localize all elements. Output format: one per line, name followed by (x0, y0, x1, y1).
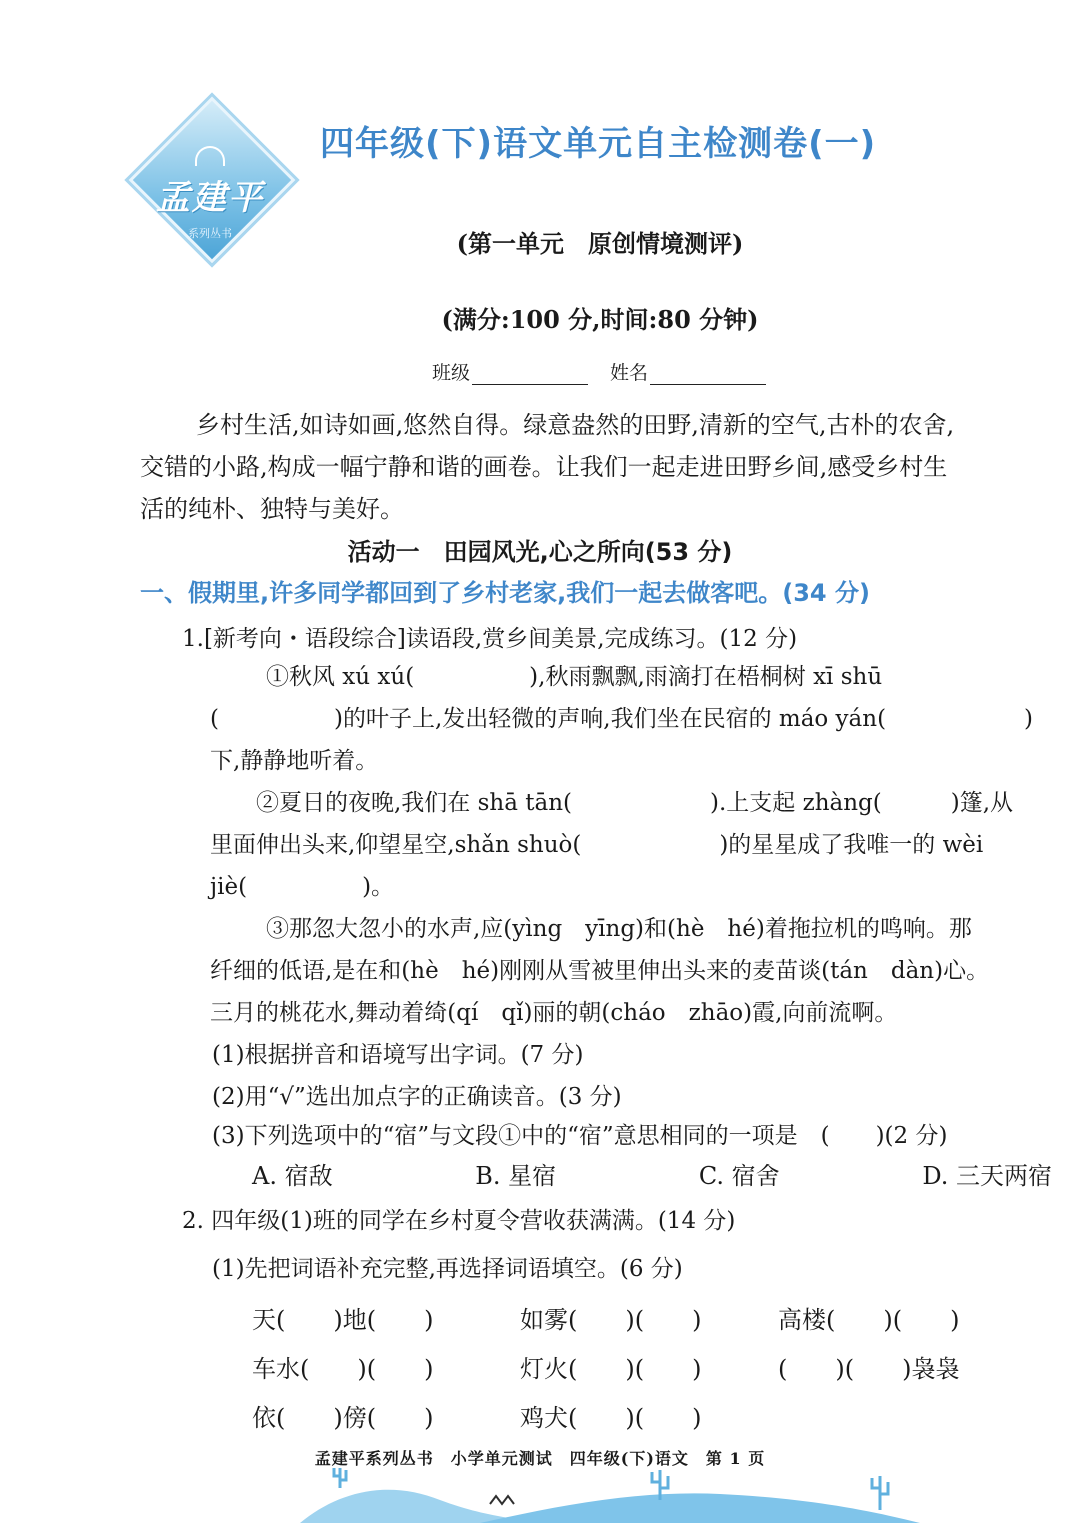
passage-line: 里面伸出头来,仰望星空,shǎn shuò( )的星星成了我唯一的 wèi (210, 832, 984, 858)
word-blank[interactable]: 如雾( )( ) (520, 1306, 702, 1334)
class-field[interactable] (432, 358, 588, 385)
choice-options (252, 1156, 1052, 1191)
intro-line: 乡村生活,如诗如画,悠然自得。绿意盎然的田野,清新的空气,古朴的农舍, (196, 411, 955, 439)
class-blank[interactable] (472, 362, 588, 385)
question-2-sub-1: (1)先把词语补充完整,再选择词语填空。(6 分) (212, 1256, 683, 1282)
word-blank[interactable]: 天( )地( ) (252, 1306, 434, 1334)
passage-line: ③那忽大忽小的水声,应(yìng yīng)和(hè hé)着拖拉机的鸣响。那 (266, 916, 972, 942)
word-blank[interactable]: 鸡犬( )( ) (520, 1404, 702, 1432)
score-time: (满分:100 分,时间:80 分钟) (441, 305, 759, 334)
sub-question-3: (3)下列选项中的“宿”与文段①中的“宿”意思相同的一项是 ( )(2 分) (212, 1123, 948, 1149)
word-row (252, 1300, 1038, 1335)
passage-2 (210, 782, 1060, 908)
question-2-stem: 2. 四年级(1)班的同学在乡村夏令营收获满满。(14 分) (182, 1208, 736, 1234)
word-blank[interactable]: 高楼( )( ) (778, 1306, 960, 1334)
name-field[interactable] (610, 358, 766, 385)
passage-line: 下,静静地听着。 (210, 748, 379, 774)
grass-icon (490, 1496, 514, 1504)
word-blank[interactable]: 车水( )( ) (252, 1355, 434, 1383)
logo-subtitle: 系列丛书 (188, 226, 232, 240)
student-info (432, 358, 766, 385)
class-label: 班级 (432, 362, 471, 384)
name-blank[interactable] (650, 362, 766, 385)
option-a[interactable]: A. 宿敌 (252, 1162, 333, 1190)
passage-line: ②夏日的夜晚,我们在 shā tān( ).上支起 zhàng( )篷,从 (256, 790, 1014, 816)
option-d[interactable]: D. 三天两宿 (922, 1162, 1052, 1190)
sun-icon (195, 146, 225, 166)
word-row (252, 1398, 778, 1433)
word-blank[interactable]: ( )( )袅袅 (778, 1355, 960, 1383)
passage-3 (210, 908, 1060, 1034)
section-heading: 一、假期里,许多同学都回到了乡村老家,我们一起去做客吧。(34 分) (140, 579, 870, 607)
exam-title: 四年级(下)语文单元自主检测卷(一) (320, 124, 877, 164)
passage-line: jiè( )。 (210, 874, 395, 900)
hills-decoration (300, 1460, 920, 1523)
logo-name: 孟建平 (156, 177, 264, 218)
passage-1 (210, 656, 1060, 782)
word-blank[interactable]: 依( )傍( ) (252, 1404, 434, 1432)
word-row (252, 1349, 1038, 1384)
question-1-stem: 1.[新考向・语段综合]读语段,赏乡间美景,完成练习。(12 分) (182, 626, 798, 652)
passage-line: 三月的桃花水,舞动着绮(qí qǐ)丽的朝(cháo zhāo)霞,向前流啊。 (210, 1000, 898, 1026)
name-label: 姓名 (610, 362, 649, 384)
sub-question-2: (2)用“√”选出加点字的正确读音。(3 分) (212, 1084, 622, 1110)
passage-line: ( )的叶子上,发出轻微的声响,我们坐在民宿的 máo yán( ) (210, 706, 1034, 732)
option-c[interactable]: C. 宿舍 (698, 1162, 780, 1190)
intro-paragraph (140, 404, 1060, 530)
intro-line: 交错的小路,构成一幅宁静和谐的画卷。让我们一起走进田野乡间,感受乡村生 (140, 453, 948, 481)
unit-subtitle: (第一单元 原创情境测评) (456, 229, 744, 258)
option-b[interactable]: B. 星宿 (475, 1162, 557, 1190)
intro-line: 活的纯朴、独特与美好。 (140, 495, 404, 523)
sub-question-1: (1)根据拼音和语境写出字词。(7 分) (212, 1042, 584, 1068)
cactus-icon (872, 1476, 888, 1510)
cactus-icon (334, 1468, 346, 1488)
passage-line: 纤细的低语,是在和(hè hé)刚刚从雪被里伸出头来的麦苗谈(tán dàn)心。 (210, 958, 990, 984)
passage-line: ①秋风 xú xú( ),秋雨飘飘,雨滴打在梧桐树 xī shū (266, 664, 883, 690)
word-blank[interactable]: 灯火( )( ) (520, 1355, 702, 1383)
page-footer: 孟建平系列丛书 小学单元测试 四年级(下)语文 第 1 页 (314, 1449, 766, 1468)
activity-heading: 活动一 田园风光,心之所向(53 分) (347, 538, 733, 566)
hill-right (480, 1493, 920, 1523)
